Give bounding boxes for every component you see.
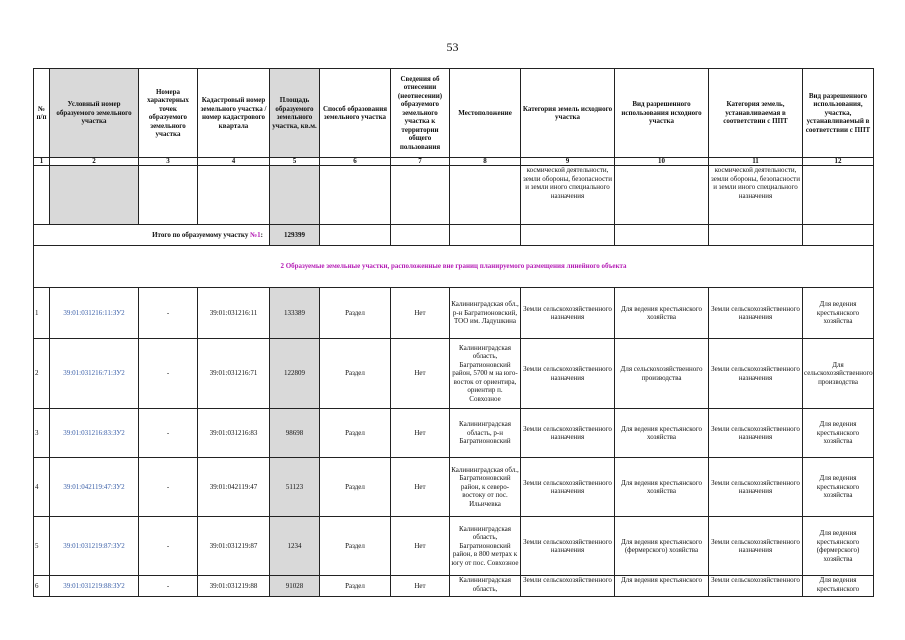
plot-id-link[interactable]: 39:01:031219:87:ЗУ2 bbox=[50, 517, 139, 576]
col-header: Номера характерных точек образуемого земельного участка bbox=[139, 69, 198, 158]
col-number: 3 bbox=[139, 158, 198, 166]
col-number: 7 bbox=[391, 158, 450, 166]
col-number: 6 bbox=[320, 158, 391, 166]
col-header: Условный номер образуемого земельного участка bbox=[50, 69, 139, 158]
land-plots-table bbox=[33, 68, 874, 597]
total-row bbox=[34, 225, 874, 246]
col-header: № п/п bbox=[34, 69, 50, 158]
plot-id-link[interactable]: 39:01:031219:88:ЗУ2 bbox=[50, 576, 139, 597]
total-plot-number: №1 bbox=[250, 230, 261, 239]
col-number: 10 bbox=[615, 158, 709, 166]
column-number-row bbox=[34, 158, 874, 166]
col-number: 9 bbox=[521, 158, 615, 166]
total-label: Итого по образуемому участку №1: bbox=[34, 225, 270, 246]
col-number: 8 bbox=[450, 158, 521, 166]
col-header: Способ образования земельного участка bbox=[320, 69, 391, 158]
col-number: 11 bbox=[709, 158, 803, 166]
page-number: 53 bbox=[446, 40, 459, 54]
table-row: 6 39:01:031219:88:ЗУ2 - 39:01:031219:88 91028 Раздел Нет Калининградская область, Земли сельскохозяйственного Для ведения крестьянского Земли сельскохозяйственного Для ведения крестьянского bbox=[34, 576, 874, 597]
col-header: Площадь образуемого земельного участка, кв.м. bbox=[270, 69, 320, 158]
plot-id-link[interactable]: 39:01:031216:71:ЗУ2 bbox=[50, 339, 139, 409]
plot-id-link[interactable]: 39:01:031216:83:ЗУ2 bbox=[50, 409, 139, 458]
col-header: Кадастровый номер земельного участка /номер кадастрового квартала bbox=[198, 69, 270, 158]
table-row: 3 39:01:031216:83:ЗУ2 - 39:01:031216:83 98698 Раздел Нет Калининградская область, р-н Багратионовский Земли сельскохозяйственного назначения Для ведения крестьянского хозяйства Земли сельскохозяйственного назначения Для ведения крестьянского хозяйства bbox=[34, 409, 874, 458]
section-row bbox=[34, 246, 874, 288]
table-row: 5 39:01:031219:87:ЗУ2 - 39:01:031219:87 1234 Раздел Нет Калининградская область, Багратионовский район, в 800 метрах к югу от пос. Совхозное Земли сельскохозяйственного назначения Для ведения крестьянского (фермерского) хозяйства Земли сельскохозяйственного назначения Для ведения крестьянского (фермерского) хозяйства bbox=[34, 517, 874, 576]
col-header: Категория земель исходного участка bbox=[521, 69, 615, 158]
col-number: 1 bbox=[34, 158, 50, 166]
col-number: 12 bbox=[803, 158, 874, 166]
continuation-row bbox=[34, 166, 874, 225]
col-number: 5 bbox=[270, 158, 320, 166]
col-header: Категория земель, устанавливаемая в соответствии с ППТ bbox=[709, 69, 803, 158]
table-row: 4 39:01:042119:47:ЗУ2 - 39:01:042119:47 51123 Раздел Нет Калининградская обл., Багратионовский район, к северо-востоку от пос. Ильичевка Земли сельскохозяйственного назначения Для ведения крестьянского хозяйства Земли сельскохозяйственного назначения Для ведения крестьянского хозяйства bbox=[34, 458, 874, 517]
plot-id-link[interactable]: 39:01:031216:11:ЗУ2 bbox=[50, 288, 139, 339]
col-number: 2 bbox=[50, 158, 139, 166]
col-number: 4 bbox=[198, 158, 270, 166]
header-row bbox=[34, 69, 874, 158]
col-header: Местоположение bbox=[450, 69, 521, 158]
plot-id-link[interactable]: 39:01:042119:47:ЗУ2 bbox=[50, 458, 139, 517]
total-value: 129399 bbox=[270, 225, 320, 246]
table-row: 2 39:01:031216:71:ЗУ2 - 39:01:031216:71 122809 Раздел Нет Калининградская область, Багратионовский район, 5700 м на юго-восток от ориентира, ориентир п. Совхозное Земли сельскохозяйственного назначения Для сельскохозяйственного производства Земли сельскохозяйственного назначения Для сельскохозяйственного производства bbox=[34, 339, 874, 409]
col-header: Вид разрешенного использования, участка, устанавливаемый в соответствии с ППТ bbox=[803, 69, 874, 158]
category-src-cell: космической деятельности, земли обороны, безопасности и земли иного специального назначения bbox=[521, 166, 615, 225]
category-ppt-cell: космической деятельности, земли обороны, безопасности и земли иного специального назначения bbox=[709, 166, 803, 225]
col-header: Вид разрешенного использования исходного участка bbox=[615, 69, 709, 158]
table-row: 1 39:01:031216:11:ЗУ2 - 39:01:031216:11 133389 Раздел Нет Калининградская обл., р-н Багратионовский, ТОО им. Ладушкина Земли сельскохозяйственного назначения Для ведения крестьянского хозяйства Земли сельскохозяйственного назначения Для ведения крестьянского хозяйства bbox=[34, 288, 874, 339]
section-title: 2 Образуемые земельные участки, расположенные вне границ планируемого размещения линейного объекта bbox=[34, 246, 874, 288]
col-header: Сведения об отнесении (неотнесении) образуемого земельного участка к территории общего пользования bbox=[391, 69, 450, 158]
